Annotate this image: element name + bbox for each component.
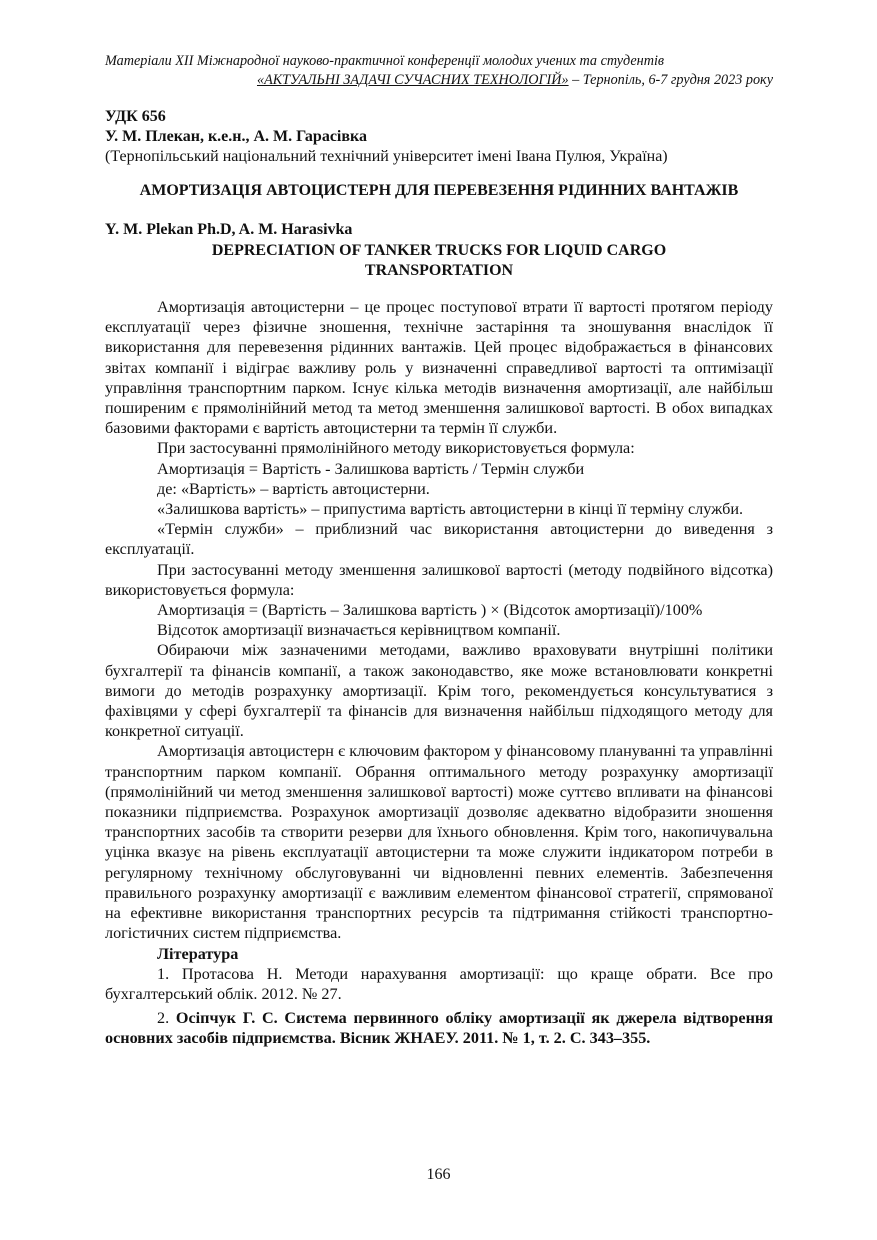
article-body [105,297,773,1049]
formula-declining-balance: Амортизація = (Вартість – Залишкова вартість ) × (Відсоток амортизації)/100% [157,601,703,620]
header-line-1: Матеріали XII Міжнародної науково-практичної конференції молодих учених та студентів [105,53,665,69]
paragraph: де: «Вартість» – вартість автоцистерни. [157,479,430,498]
paragraph: Обираючи між зазначеними методами, важливо враховувати внутрішні політики бухгалтерії та фінансів компанії, а також законодавство, яке може встановлювати конкретні вимоги до методів розрахунку амортизації. Крім того, рекомендується консультуватися з фахівцями у сфері бухгалтерії та фінансів для визначення найбільш підходящого методу для конкретної ситуації. [105,641,773,741]
literature-title: Література [157,944,239,963]
header-place-date: – Тернопіль, 6-7 грудня 2023 року [568,72,773,88]
paragraph: Відсоток амортизації визначається керівництвом компанії. [157,621,561,640]
article-meta [105,107,773,167]
reference-item [105,1008,773,1048]
paragraph: Амортизація автоцистерни – це процес поступової втрати її вартості протягом періоду експлуатації через фізичне зношення, технічне застаріння та зношування внаслідок її використання для перевезення рідинних вантажів. Цей процес відображається в фінансових звітах компанії і відіграє важливу роль у визначенні справедливої вартості та оптимізації управління транспортним парком. Існує кілька методів визначення амортизації, але найбільш поширеним є прямолінійний метод та метод зменшення залишкової вартості. В обох випадках базовими факторами є вартість автоцистерни та термін її служби. [105,298,773,438]
affiliation: (Тернопільський національний технічний університет імені Івана Пулюя, Україна) [105,148,668,165]
title-en-line-2: TRANSPORTATION [364,262,514,279]
conference-header [105,52,773,90]
header-line-2 [105,71,773,90]
authors-ua: У. М. Плекан, к.е.н., А. М. Гарасівка [105,128,367,145]
page-number: 166 [426,1166,451,1183]
formula-straight-line: Амортизація = Вартість - Залишкова вартість / Термін служби [157,459,585,478]
paragraph: При застосуванні прямолінійного методу використовується формула: [157,439,635,458]
article-title-en [105,241,773,281]
paragraph: «Залишкова вартість» – припустима вартість автоцистерни в кінці її терміну служби. [157,500,744,519]
header-conference-name: «АКТУАЛЬНІ ЗАДАЧІ СУЧАСНИХ ТЕХНОЛОГІЙ» [256,72,569,88]
udk-code: УДК 656 [105,108,166,125]
reference-text: Осіпчук Г. С. Система первинного обліку амортизації як джерела відтворення основних засобів підприємства. Вісник ЖНАЕУ. 2011. № 1, т. 2. С. 343–355. [105,1009,773,1048]
article-title-ua: АМОРТИЗАЦІЯ АВТОЦИСТЕРН ДЛЯ ПЕРЕВЕЗЕННЯ РІДИННИХ ВАНТАЖІВ [139,182,739,199]
paragraph: При застосуванні методу зменшення залишкової вартості (методу подвійного відсотка) використовується формула: [105,560,773,599]
paragraph: «Термін служби» – приблизний час використання автоцистерни до виведення з експлуатації. [105,520,773,559]
paragraph: Амортизація автоцистерн є ключовим фактором у фінансовому плануванні та управлінні транспортним парком компанії. Обрання оптимального методу розрахунку амортизації (прямолінійний чи метод зменшення залишкової вартості) може суттєво впливати на фінансові показники підприємства. Розрахунок амортизації дозволяє адекватно відобразити зношення транспортних засобів та створити резерви для їхнього обновлення. Крім того, накопичувальна уцінка вказує на рівень експлуатації автоцистерни та може служити індикатором потреби в регулярному технічному обслуговуванні чи відновленні певних елементів. Забезпечення правильного розрахунку амортизації є важливим елементом фінансової стратегії, спрямованої на ефективне використання транспортних ресурсів та підтримання стійкості транспортно-логістичних систем підприємства. [105,742,773,943]
authors-en: Y. M. Plekan Ph.D, A. M. Harasivka [105,221,353,238]
reference-item: 1. Протасова Н. Методи нарахування амортизації: що краще обрати. Все про бухгалтерський облік. 2012. № 27. [105,964,773,1003]
title-en-line-1: DEPRECIATION OF TANKER TRUCKS FOR LIQUID CARGO [211,242,667,259]
reference-number: 2. [157,1009,176,1028]
